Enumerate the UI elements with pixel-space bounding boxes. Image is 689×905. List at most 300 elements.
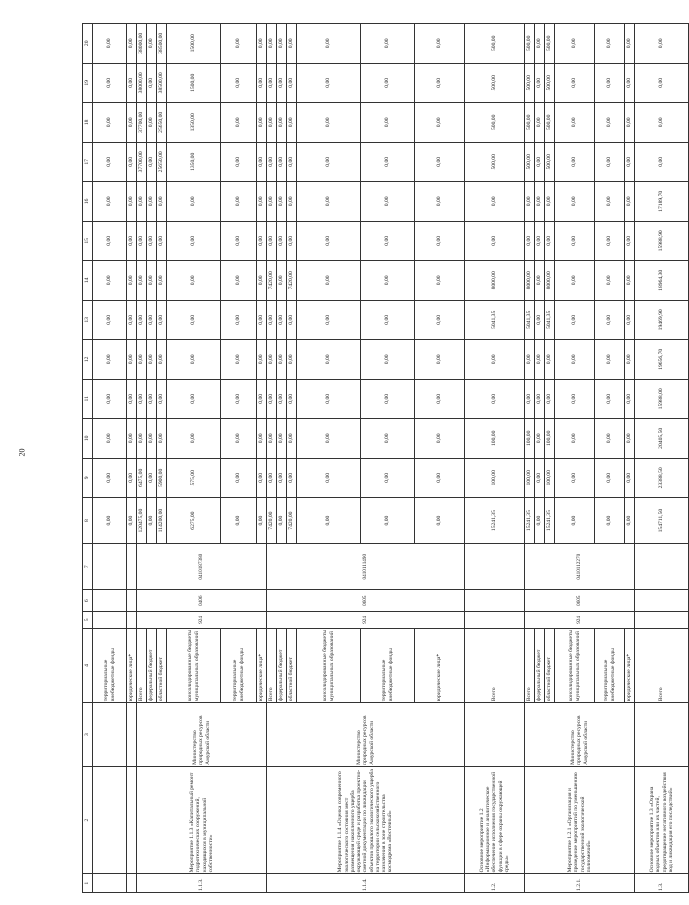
table-row (127, 24, 137, 893)
value-cell: 0,00 (555, 300, 595, 340)
funding-source: юридические лица* (127, 628, 137, 703)
column-header: 10 (83, 419, 93, 459)
value-cell: 0,00 (415, 300, 465, 340)
value-cell: 5041,35 (465, 300, 525, 340)
value-cell: 100,00 (465, 458, 525, 498)
value-cell: 0,00 (157, 182, 167, 222)
value-cell: 0,00 (287, 458, 297, 498)
value-cell: 0,00 (221, 182, 257, 222)
value-cell: 0,00 (257, 261, 267, 301)
funding-source: территориальные внебюджетные фонды (221, 628, 257, 703)
funding-source: федеральный бюджет (277, 628, 287, 703)
value-cell: 0,00 (525, 379, 535, 419)
table-row (83, 24, 93, 893)
value-cell: 0,00 (297, 261, 361, 301)
value-cell: 0,00 (267, 300, 277, 340)
value-cell: 0,00 (535, 300, 545, 340)
value-cell: 0,00 (287, 221, 297, 261)
row-number: 1.2. (465, 874, 525, 893)
value-cell: 0,00 (147, 300, 157, 340)
table-row (635, 24, 689, 893)
value-cell: 0,00 (625, 419, 635, 459)
value-cell: 0,00 (415, 24, 465, 64)
value-cell: 0,00 (147, 24, 157, 64)
column-header: 19 (83, 63, 93, 103)
value-cell: 0,00 (287, 300, 297, 340)
value-cell: 0,00 (297, 379, 361, 419)
value-cell: 15988,00 (635, 379, 689, 419)
value-cell: 0,00 (93, 498, 127, 544)
value-cell: 0,00 (415, 261, 465, 301)
value-cell: 0,00 (267, 221, 277, 261)
value-cell: 0,00 (525, 182, 535, 222)
value-cell: 0,00 (93, 458, 127, 498)
value-cell: 0,00 (257, 340, 267, 380)
value-cell: 0,00 (267, 458, 277, 498)
value-cell: 0,00 (127, 300, 137, 340)
value-cell: 0,00 (555, 498, 595, 544)
value-cell: 0,00 (361, 24, 415, 64)
value-cell: 23388,50 (635, 458, 689, 498)
value-cell: 0,00 (277, 419, 287, 459)
value-cell: 0,00 (147, 103, 157, 143)
value-cell: 8000,00 (465, 261, 525, 301)
cell-empty (127, 703, 137, 767)
cell-empty (465, 544, 525, 590)
cell-empty (635, 590, 689, 612)
section-code: 0605 (267, 590, 465, 612)
table-row (267, 24, 277, 893)
value-cell: 0,00 (287, 24, 297, 64)
value-cell: 0,00 (525, 221, 535, 261)
section-code: 0605 (525, 590, 635, 612)
column-header: 17 (83, 142, 93, 182)
value-cell: 0,00 (93, 221, 127, 261)
value-cell: 0,00 (137, 340, 147, 380)
value-cell: 0,00 (167, 379, 221, 419)
funding-source: Всего (267, 628, 277, 703)
funding-source: территориальные внебюджетные фонды (361, 628, 415, 703)
value-cell: 0,00 (157, 340, 167, 380)
value-cell: 0,00 (625, 182, 635, 222)
value-cell: 15241,35 (545, 498, 555, 544)
value-cell: 0,00 (257, 221, 267, 261)
column-header: 13 (83, 300, 93, 340)
value-cell: 0,00 (555, 261, 595, 301)
value-cell: 0,00 (635, 103, 689, 143)
funding-source: федеральный бюджет (535, 628, 545, 703)
value-cell: 1350,00 (167, 103, 221, 143)
value-cell: 0,00 (635, 24, 689, 64)
table-row (525, 24, 535, 893)
section-code: 0406 (137, 590, 267, 612)
value-cell: 0,00 (127, 458, 137, 498)
value-cell: 17189,70 (635, 182, 689, 222)
column-header: 12 (83, 340, 93, 380)
value-cell: 0,00 (555, 182, 595, 222)
value-cell: 0,00 (257, 498, 267, 544)
column-header: 4 (83, 628, 93, 703)
value-cell: 0,00 (221, 458, 257, 498)
value-cell: 0,00 (137, 221, 147, 261)
value-cell: 0,00 (137, 419, 147, 459)
cell-empty (465, 590, 525, 612)
value-cell: 0,00 (147, 340, 157, 380)
value-cell: 0,00 (137, 261, 147, 301)
funding-source: областной бюджет (287, 628, 297, 703)
value-cell: 100,00 (525, 419, 535, 459)
value-cell: 0,00 (257, 182, 267, 222)
value-cell: 0,00 (257, 379, 267, 419)
value-cell: 0,00 (277, 142, 287, 182)
target-code: 0410112270 (525, 544, 635, 590)
value-cell: 0,00 (415, 340, 465, 380)
value-cell: 6275,00 (167, 498, 221, 544)
value-cell: 0,00 (297, 221, 361, 261)
value-cell: 0,00 (555, 221, 595, 261)
value-cell: 120475,00 (137, 498, 147, 544)
value-cell: 0,00 (257, 103, 267, 143)
value-cell: 0,00 (595, 261, 625, 301)
value-cell: 0,00 (287, 419, 297, 459)
value-cell: 154711,50 (635, 498, 689, 544)
value-cell: 0,00 (267, 63, 277, 103)
value-cell: 0,00 (257, 63, 267, 103)
target-code: 0410187380 (137, 544, 267, 590)
funding-source: юридические лица* (625, 628, 635, 703)
value-cell: 0,00 (93, 103, 127, 143)
column-header: 15 (83, 221, 93, 261)
value-cell: 0,00 (277, 340, 287, 380)
value-cell: 18964,30 (635, 261, 689, 301)
value-cell: 7420,00 (267, 498, 277, 544)
value-cell: 0,00 (635, 63, 689, 103)
value-cell: 0,00 (595, 419, 625, 459)
value-cell: 0,00 (221, 261, 257, 301)
value-cell: 5900,00 (157, 458, 167, 498)
value-cell: 100,00 (465, 419, 525, 459)
value-cell: 5041,35 (525, 300, 535, 340)
cell-empty (127, 612, 137, 628)
value-cell: 0,00 (157, 261, 167, 301)
value-cell: 38500,00 (157, 63, 167, 103)
executor: Министерство природных ресурсов Амурской области (525, 703, 635, 767)
value-cell: 0,00 (127, 379, 137, 419)
value-cell: 500,00 (545, 142, 555, 182)
value-cell: 0,00 (625, 340, 635, 380)
value-cell: 0,00 (221, 379, 257, 419)
value-cell: 0,00 (297, 419, 361, 459)
column-header: 5 (83, 612, 93, 628)
value-cell: 0,00 (127, 261, 137, 301)
value-cell: 0,00 (147, 419, 157, 459)
value-cell: 0,00 (137, 379, 147, 419)
row-number: 1.2.1. (525, 874, 635, 893)
budget-table-rotated (82, 23, 674, 893)
value-cell: 0,00 (415, 182, 465, 222)
value-cell: 0,00 (297, 340, 361, 380)
value-cell: 0,00 (297, 458, 361, 498)
value-cell: 0,00 (535, 142, 545, 182)
value-cell: 0,00 (415, 498, 465, 544)
value-cell: 0,00 (625, 458, 635, 498)
value-cell: 0,00 (465, 340, 525, 380)
value-cell: 0,00 (535, 221, 545, 261)
measure-name: Мероприятие 1.1.4 «Оценка современного экологического состояния мест размещения накопленного ущерба окружающей среде и разработка проектно-сметной документации по ликвидации объектов прошлого экологического ущерба на территории сельскохозяйственного назначения в зоне строительства космодрома «Восточный» (267, 766, 465, 874)
value-cell: 0,00 (257, 142, 267, 182)
value-cell: 0,00 (625, 379, 635, 419)
cell-empty (635, 544, 689, 590)
value-cell: 1350,00 (167, 142, 221, 182)
value-cell: 0,00 (415, 63, 465, 103)
value-cell: 0,00 (297, 103, 361, 143)
value-cell: 25650,00 (157, 103, 167, 143)
funding-source: консолидированные бюджеты муниципальных образований (167, 628, 221, 703)
value-cell: 7420,00 (267, 261, 277, 301)
column-header: 7 (83, 544, 93, 590)
value-cell: 0,00 (267, 24, 277, 64)
value-cell: 0,00 (287, 379, 297, 419)
value-cell: 0,00 (277, 300, 287, 340)
value-cell: 0,00 (93, 63, 127, 103)
value-cell: 500,00 (525, 24, 535, 64)
value-cell: 0,00 (277, 221, 287, 261)
cell-empty (635, 703, 689, 767)
value-cell: 500,00 (465, 103, 525, 143)
value-cell: 0,00 (93, 261, 127, 301)
value-cell: 0,00 (545, 221, 555, 261)
executor: Министерство природных ресурсов Амурской области (267, 703, 465, 767)
value-cell: 0,00 (361, 142, 415, 182)
cell-empty (93, 612, 127, 628)
value-cell: 500,00 (525, 63, 535, 103)
value-cell: 0,00 (257, 419, 267, 459)
value-cell: 0,00 (625, 498, 635, 544)
value-cell: 0,00 (595, 340, 625, 380)
value-cell: 500,00 (525, 142, 535, 182)
value-cell: 0,00 (555, 340, 595, 380)
value-cell: 0,00 (127, 340, 137, 380)
value-cell: 7420,00 (287, 261, 297, 301)
column-header: 2 (83, 766, 93, 874)
column-header: 9 (83, 458, 93, 498)
value-cell: 8000,00 (545, 261, 555, 301)
value-cell: 0,00 (147, 458, 157, 498)
funding-source: Всего (465, 628, 525, 703)
row-number: 1.3. (635, 874, 689, 893)
value-cell: 0,00 (147, 221, 157, 261)
value-cell: 0,00 (465, 379, 525, 419)
value-cell: 0,00 (93, 379, 127, 419)
column-header: 14 (83, 261, 93, 301)
value-cell: 25650,00 (157, 142, 167, 182)
value-cell: 0,00 (93, 419, 127, 459)
value-cell: 0,00 (287, 340, 297, 380)
measure-name: Мероприятие 1.2.1 «Организация и проведение мероприятий по уменьшению государственной экологической полномочий» (525, 766, 635, 874)
value-cell: 0,00 (595, 300, 625, 340)
value-cell: 0,00 (297, 63, 361, 103)
value-cell: 0,00 (625, 261, 635, 301)
value-cell: 0,00 (221, 419, 257, 459)
value-cell: 0,00 (595, 103, 625, 143)
value-cell: 0,00 (535, 261, 545, 301)
value-cell: 575,00 (167, 458, 221, 498)
value-cell: 0,00 (137, 300, 147, 340)
funding-source: областной бюджет (545, 628, 555, 703)
value-cell: 0,00 (545, 379, 555, 419)
measure-name: Основное мероприятие 1.3 «Охрана водных объектов или их частей, предотвращение негативного воздействия вод и ликвидация его последствий» (635, 766, 689, 874)
value-cell: 0,00 (277, 261, 287, 301)
cell-empty (93, 590, 127, 612)
value-cell: 0,00 (545, 182, 555, 222)
value-cell: 0,00 (361, 498, 415, 544)
column-header: 3 (83, 703, 93, 767)
value-cell: 0,00 (127, 221, 137, 261)
value-cell: 0,00 (221, 340, 257, 380)
value-cell: 0,00 (221, 221, 257, 261)
value-cell: 0,00 (277, 379, 287, 419)
value-cell: 0,00 (415, 103, 465, 143)
budget-code: 924 (525, 612, 635, 628)
value-cell: 0,00 (595, 221, 625, 261)
value-cell: 1500,00 (167, 24, 221, 64)
funding-source: Всего (137, 628, 147, 703)
cell-empty (93, 544, 127, 590)
column-header: 16 (83, 182, 93, 222)
value-cell: 0,00 (277, 103, 287, 143)
funding-source: территориальные внебюджетные фонды (93, 628, 127, 703)
value-cell: 500,00 (545, 103, 555, 143)
cell-empty (93, 766, 127, 874)
value-cell: 0,00 (635, 142, 689, 182)
value-cell: 0,00 (93, 24, 127, 64)
value-cell: 0,00 (361, 103, 415, 143)
value-cell: 0,00 (157, 300, 167, 340)
value-cell: 0,00 (127, 63, 137, 103)
column-header: 11 (83, 379, 93, 419)
value-cell: 0,00 (297, 142, 361, 182)
value-cell: 500,00 (545, 63, 555, 103)
value-cell: 0,00 (415, 221, 465, 261)
value-cell: 0,00 (555, 103, 595, 143)
value-cell: 500,00 (525, 103, 535, 143)
value-cell: 500,00 (545, 24, 555, 64)
value-cell: 0,00 (277, 63, 287, 103)
value-cell: 0,00 (535, 340, 545, 380)
value-cell: 0,00 (625, 300, 635, 340)
measure-name: Основное мероприятие 1.2 «Информационное и аналитическое обеспечение исполнения государственной функции в сфере охраны окружающей среды» (465, 766, 525, 874)
value-cell: 0,00 (595, 182, 625, 222)
value-cell: 0,00 (157, 419, 167, 459)
value-cell: 0,00 (147, 142, 157, 182)
table-row (93, 24, 127, 893)
value-cell: 0,00 (287, 103, 297, 143)
value-cell: 0,00 (267, 142, 277, 182)
value-cell: 0,00 (297, 300, 361, 340)
value-cell: 0,00 (93, 300, 127, 340)
value-cell: 0,00 (221, 300, 257, 340)
value-cell: 0,00 (221, 142, 257, 182)
funding-source: Всего (635, 628, 689, 703)
value-cell: 0,00 (361, 300, 415, 340)
value-cell: 0,00 (277, 24, 287, 64)
value-cell: 0,00 (555, 142, 595, 182)
value-cell: 0,00 (595, 142, 625, 182)
value-cell: 0,00 (277, 498, 287, 544)
value-cell: 0,00 (535, 419, 545, 459)
value-cell: 0,00 (147, 379, 157, 419)
value-cell: 15241,35 (465, 498, 525, 544)
value-cell: 6475,00 (137, 458, 147, 498)
value-cell: 114200,00 (157, 498, 167, 544)
value-cell: 0,00 (361, 261, 415, 301)
row-number: 1.1.3. (137, 874, 267, 893)
value-cell: 100,00 (545, 458, 555, 498)
value-cell: 15241,35 (525, 498, 535, 544)
table-row (465, 24, 525, 893)
value-cell: 0,00 (137, 182, 147, 222)
value-cell: 37700,00 (137, 142, 147, 182)
value-cell: 0,00 (127, 24, 137, 64)
value-cell: 0,00 (595, 458, 625, 498)
value-cell: 0,00 (221, 498, 257, 544)
value-cell: 0,00 (267, 379, 277, 419)
value-cell: 15988,90 (635, 221, 689, 261)
value-cell: 0,00 (595, 63, 625, 103)
value-cell: 0,00 (127, 103, 137, 143)
value-cell: 0,00 (267, 419, 277, 459)
value-cell: 0,00 (167, 340, 221, 380)
column-header: 1 (83, 874, 93, 893)
value-cell: 0,00 (361, 63, 415, 103)
value-cell: 0,00 (297, 24, 361, 64)
value-cell: 0,00 (555, 458, 595, 498)
budget-code: 924 (137, 612, 267, 628)
value-cell: 38000,00 (137, 63, 147, 103)
cell-empty (127, 766, 137, 874)
funding-source: территориальные внебюджетные фонды (595, 628, 625, 703)
value-cell: 0,00 (221, 103, 257, 143)
value-cell: 0,00 (465, 182, 525, 222)
value-cell: 0,00 (157, 221, 167, 261)
value-cell: 37700,00 (137, 103, 147, 143)
value-cell: 0,00 (167, 300, 221, 340)
funding-source: Всего (525, 628, 535, 703)
value-cell: 0,00 (147, 498, 157, 544)
value-cell: 0,00 (127, 419, 137, 459)
value-cell: 0,00 (267, 182, 277, 222)
value-cell: 0,00 (535, 182, 545, 222)
value-cell: 0,00 (93, 182, 127, 222)
value-cell: 0,00 (297, 182, 361, 222)
value-cell: 0,00 (93, 340, 127, 380)
value-cell: 100,00 (545, 419, 555, 459)
value-cell: 0,00 (535, 63, 545, 103)
value-cell: 0,00 (147, 63, 157, 103)
value-cell: 19656,70 (635, 340, 689, 380)
cell-empty (93, 703, 127, 767)
value-cell: 0,00 (277, 182, 287, 222)
value-cell: 0,00 (595, 498, 625, 544)
value-cell: 7420,00 (287, 498, 297, 544)
value-cell: 0,00 (535, 379, 545, 419)
cell-empty (127, 874, 137, 893)
cell-empty (465, 703, 525, 767)
funding-source: юридические лица* (257, 628, 267, 703)
table-row (137, 24, 147, 893)
value-cell: 0,00 (525, 340, 535, 380)
column-header: 18 (83, 103, 93, 143)
